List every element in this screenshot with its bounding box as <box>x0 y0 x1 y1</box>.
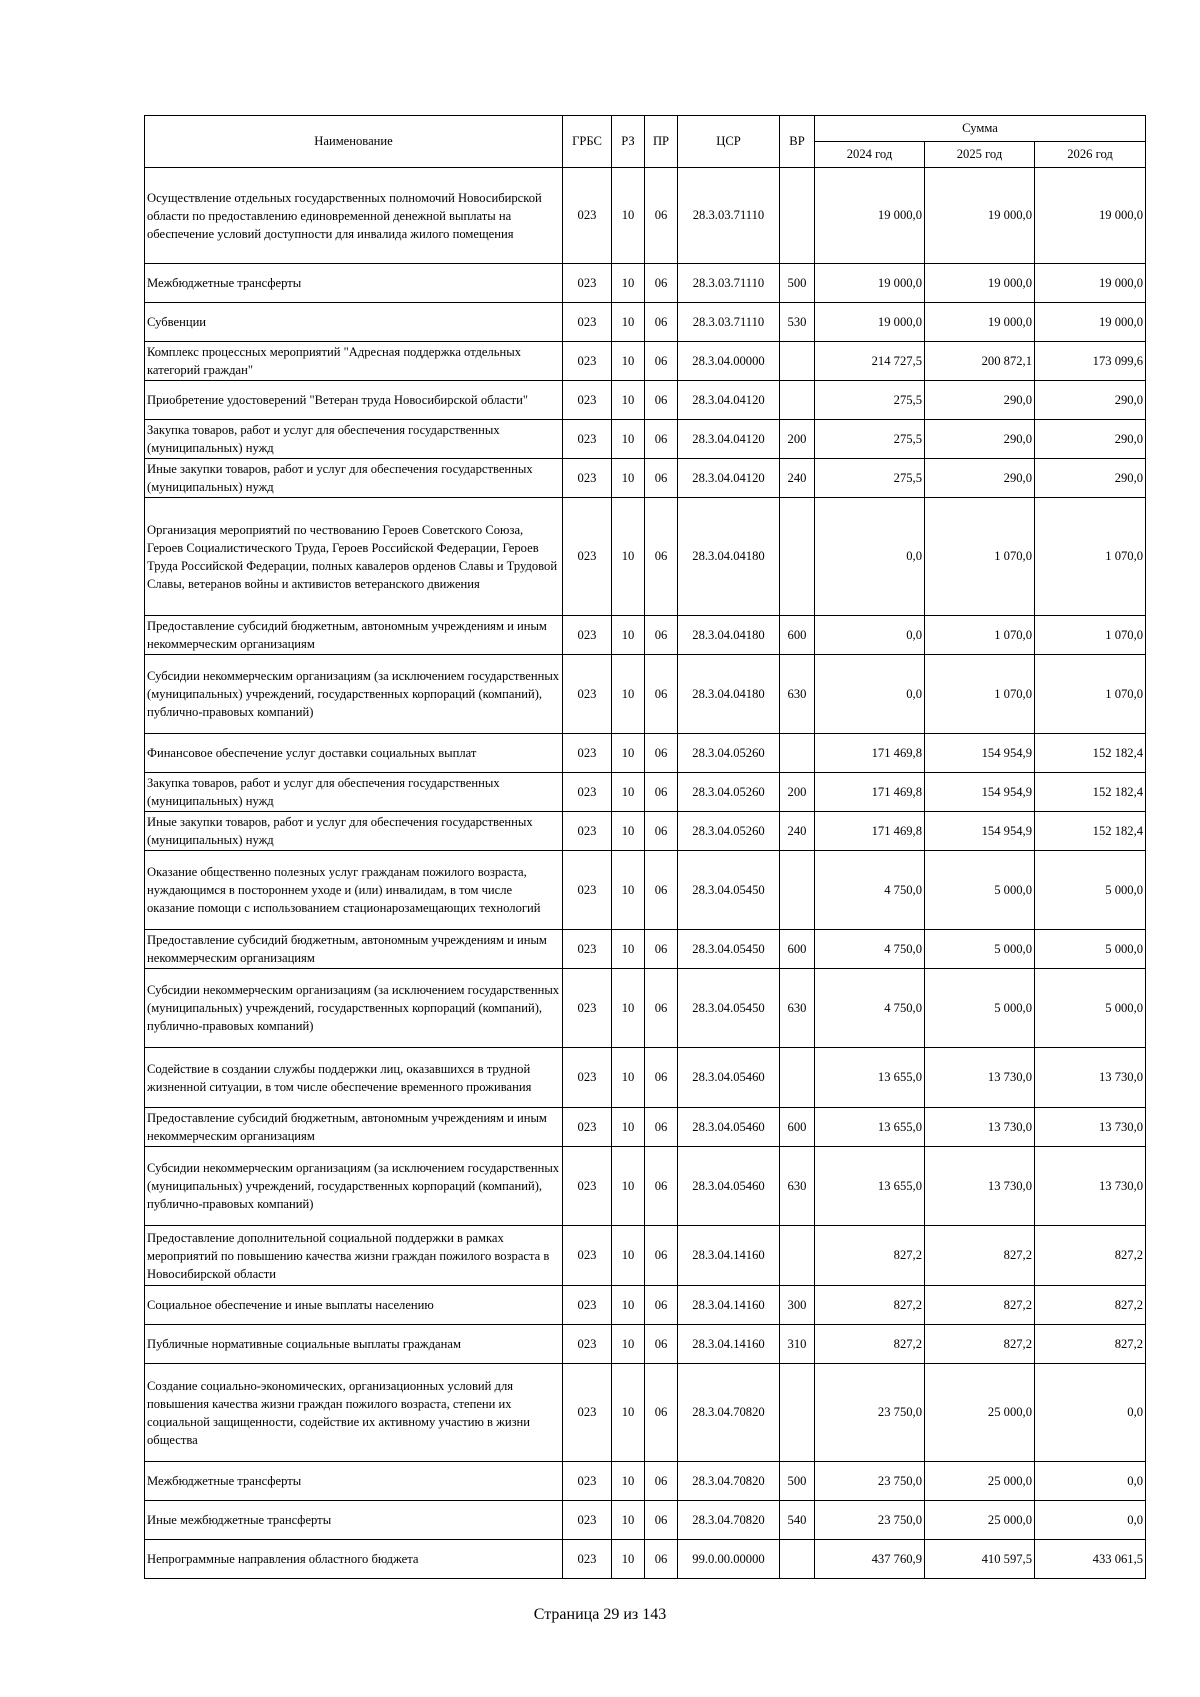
cell-2024: 23 750,0 <box>815 1501 925 1540</box>
table-row <box>145 168 1146 264</box>
cell-2024: 0,0 <box>815 616 925 655</box>
cell-rz: 10 <box>612 655 645 734</box>
cell-vr <box>780 168 815 264</box>
cell-2024: 0,0 <box>815 655 925 734</box>
cell-2024: 171 469,8 <box>815 812 925 851</box>
cell-pr: 06 <box>645 264 678 303</box>
cell-vr: 200 <box>780 773 815 812</box>
table-row <box>145 381 1146 420</box>
cell-csr: 28.3.04.00000 <box>678 342 780 381</box>
cell-vr <box>780 1048 815 1108</box>
cell-2025: 290,0 <box>925 459 1035 498</box>
cell-csr: 28.3.04.04180 <box>678 498 780 616</box>
cell-pr: 06 <box>645 1048 678 1108</box>
cell-rz: 10 <box>612 498 645 616</box>
cell-grbs: 023 <box>563 655 612 734</box>
cell-vr: 500 <box>780 264 815 303</box>
cell-rz: 10 <box>612 303 645 342</box>
cell-2025: 5 000,0 <box>925 851 1035 930</box>
cell-2026: 5 000,0 <box>1035 930 1146 969</box>
cell-name: Иные закупки товаров, работ и услуг для обеспечения государственных (муниципальных) нужд <box>145 812 563 851</box>
table-body <box>145 168 1146 1579</box>
cell-name: Межбюджетные трансферты <box>145 264 563 303</box>
cell-2025: 410 597,5 <box>925 1540 1035 1579</box>
cell-2024: 4 750,0 <box>815 930 925 969</box>
cell-pr: 06 <box>645 734 678 773</box>
table-row <box>145 773 1146 812</box>
cell-grbs: 023 <box>563 1501 612 1540</box>
cell-name: Приобретение удостоверений "Ветеран труда Новосибирской области" <box>145 381 563 420</box>
cell-grbs: 023 <box>563 1147 612 1226</box>
cell-pr: 06 <box>645 1147 678 1226</box>
cell-2024: 13 655,0 <box>815 1048 925 1108</box>
cell-2026: 433 061,5 <box>1035 1540 1146 1579</box>
table-row <box>145 420 1146 459</box>
cell-pr: 06 <box>645 1325 678 1364</box>
cell-2026: 5 000,0 <box>1035 851 1146 930</box>
table-row <box>145 459 1146 498</box>
cell-csr: 28.3.04.04180 <box>678 616 780 655</box>
table-row <box>145 655 1146 734</box>
header-vr: ВР <box>780 116 815 168</box>
cell-name: Предоставление субсидий бюджетным, автономным учреждениям и иным некоммерческим организациям <box>145 1108 563 1147</box>
cell-2025: 200 872,1 <box>925 342 1035 381</box>
cell-vr <box>780 342 815 381</box>
cell-csr: 28.3.04.04180 <box>678 655 780 734</box>
cell-name: Иные межбюджетные трансферты <box>145 1501 563 1540</box>
cell-rz: 10 <box>612 851 645 930</box>
cell-grbs: 023 <box>563 773 612 812</box>
cell-2026: 827,2 <box>1035 1226 1146 1286</box>
cell-rz: 10 <box>612 930 645 969</box>
cell-2025: 19 000,0 <box>925 264 1035 303</box>
cell-grbs: 023 <box>563 734 612 773</box>
header-year-2026: 2026 год <box>1035 142 1146 168</box>
cell-2025: 25 000,0 <box>925 1501 1035 1540</box>
cell-name: Иные закупки товаров, работ и услуг для обеспечения государственных (муниципальных) нужд <box>145 459 563 498</box>
cell-rz: 10 <box>612 1108 645 1147</box>
cell-name: Предоставление субсидий бюджетным, автономным учреждениям и иным некоммерческим организациям <box>145 930 563 969</box>
cell-pr: 06 <box>645 616 678 655</box>
cell-name: Закупка товаров, работ и услуг для обеспечения государственных (муниципальных) нужд <box>145 773 563 812</box>
cell-pr: 06 <box>645 381 678 420</box>
cell-2025: 290,0 <box>925 381 1035 420</box>
header-csr: ЦСР <box>678 116 780 168</box>
cell-name: Закупка товаров, работ и услуг для обеспечения государственных (муниципальных) нужд <box>145 420 563 459</box>
cell-vr <box>780 498 815 616</box>
cell-rz: 10 <box>612 420 645 459</box>
cell-2025: 19 000,0 <box>925 303 1035 342</box>
cell-rz: 10 <box>612 812 645 851</box>
cell-rz: 10 <box>612 342 645 381</box>
cell-rz: 10 <box>612 1462 645 1501</box>
cell-csr: 28.3.04.05450 <box>678 851 780 930</box>
cell-2024: 827,2 <box>815 1226 925 1286</box>
cell-2026: 290,0 <box>1035 420 1146 459</box>
cell-2026: 19 000,0 <box>1035 303 1146 342</box>
cell-2026: 19 000,0 <box>1035 264 1146 303</box>
cell-pr: 06 <box>645 168 678 264</box>
cell-2026: 13 730,0 <box>1035 1147 1146 1226</box>
cell-2025: 827,2 <box>925 1325 1035 1364</box>
cell-grbs: 023 <box>563 342 612 381</box>
cell-csr: 28.3.04.04120 <box>678 420 780 459</box>
cell-2025: 827,2 <box>925 1286 1035 1325</box>
cell-2024: 171 469,8 <box>815 773 925 812</box>
header-year-2024: 2024 год <box>815 142 925 168</box>
cell-name: Создание социально-экономических, организационных условий для повышения качества жизни граждан пожилого возраста, степени их социальной защищенности, содействие их активному участию в жизни общества <box>145 1364 563 1462</box>
cell-csr: 28.3.04.14160 <box>678 1325 780 1364</box>
cell-2026: 827,2 <box>1035 1325 1146 1364</box>
cell-2026: 1 070,0 <box>1035 616 1146 655</box>
cell-2024: 23 750,0 <box>815 1462 925 1501</box>
cell-vr <box>780 734 815 773</box>
cell-vr: 630 <box>780 1147 815 1226</box>
cell-name: Социальное обеспечение и иные выплаты населению <box>145 1286 563 1325</box>
cell-rz: 10 <box>612 1364 645 1462</box>
cell-2024: 437 760,9 <box>815 1540 925 1579</box>
table-row <box>145 1462 1146 1501</box>
cell-vr <box>780 1540 815 1579</box>
cell-pr: 06 <box>645 1540 678 1579</box>
cell-vr: 630 <box>780 969 815 1048</box>
cell-grbs: 023 <box>563 303 612 342</box>
cell-name: Финансовое обеспечение услуг доставки социальных выплат <box>145 734 563 773</box>
cell-rz: 10 <box>612 1501 645 1540</box>
cell-2024: 19 000,0 <box>815 303 925 342</box>
cell-2024: 23 750,0 <box>815 1364 925 1462</box>
cell-vr: 600 <box>780 616 815 655</box>
cell-csr: 28.3.03.71110 <box>678 264 780 303</box>
cell-pr: 06 <box>645 1501 678 1540</box>
cell-csr: 28.3.04.04120 <box>678 381 780 420</box>
cell-2024: 275,5 <box>815 420 925 459</box>
cell-name: Осуществление отдельных государственных полномочий Новосибирской области по предоставлению единовременной денежной выплаты на обеспечение условий доступности для инвалида жилого помещения <box>145 168 563 264</box>
cell-csr: 28.3.04.05260 <box>678 773 780 812</box>
cell-2025: 19 000,0 <box>925 168 1035 264</box>
cell-csr: 28.3.04.04120 <box>678 459 780 498</box>
cell-csr: 28.3.03.71110 <box>678 303 780 342</box>
cell-name: Содействие в создании службы поддержки лиц, оказавшихся в трудной жизненной ситуации, в том числе обеспечение временного проживания <box>145 1048 563 1108</box>
cell-grbs: 023 <box>563 168 612 264</box>
cell-pr: 06 <box>645 459 678 498</box>
cell-pr: 06 <box>645 812 678 851</box>
cell-grbs: 023 <box>563 616 612 655</box>
cell-2024: 13 655,0 <box>815 1108 925 1147</box>
header-name: Наименование <box>145 116 563 168</box>
cell-pr: 06 <box>645 655 678 734</box>
cell-2024: 19 000,0 <box>815 264 925 303</box>
table-row <box>145 264 1146 303</box>
cell-pr: 06 <box>645 930 678 969</box>
cell-vr: 310 <box>780 1325 815 1364</box>
header-sum: Сумма <box>815 116 1146 142</box>
cell-vr: 630 <box>780 655 815 734</box>
cell-2026: 1 070,0 <box>1035 655 1146 734</box>
cell-rz: 10 <box>612 1048 645 1108</box>
cell-vr: 600 <box>780 1108 815 1147</box>
cell-2026: 152 182,4 <box>1035 773 1146 812</box>
table-row <box>145 812 1146 851</box>
cell-2026: 173 099,6 <box>1035 342 1146 381</box>
table-row <box>145 303 1146 342</box>
table-row <box>145 1048 1146 1108</box>
cell-pr: 06 <box>645 1462 678 1501</box>
cell-csr: 28.3.04.05450 <box>678 969 780 1048</box>
cell-name: Межбюджетные трансферты <box>145 1462 563 1501</box>
cell-2024: 171 469,8 <box>815 734 925 773</box>
cell-rz: 10 <box>612 264 645 303</box>
cell-grbs: 023 <box>563 1540 612 1579</box>
table-row <box>145 1286 1146 1325</box>
cell-2026: 19 000,0 <box>1035 168 1146 264</box>
cell-vr: 600 <box>780 930 815 969</box>
cell-grbs: 023 <box>563 812 612 851</box>
cell-pr: 06 <box>645 342 678 381</box>
table-row <box>145 342 1146 381</box>
table-row <box>145 1325 1146 1364</box>
cell-vr <box>780 1364 815 1462</box>
cell-name: Субсидии некоммерческим организациям (за исключением государственных (муниципальных) учреждений, государственных корпораций (компаний), публично-правовых компаний) <box>145 1147 563 1226</box>
page-number: Страница 29 из 143 <box>533 1606 667 1623</box>
cell-name: Организация мероприятий по чествованию Героев Советского Союза, Героев Социалистического Труда, Героев Российской Федерации, Героев Труда Российской Федерации, полных кавалеров орденов Славы и Трудовой Славы, ветеранов войны и активистов ветеранского движения <box>145 498 563 616</box>
cell-csr: 28.3.04.70820 <box>678 1462 780 1501</box>
cell-2026: 152 182,4 <box>1035 812 1146 851</box>
cell-name: Оказание общественно полезных услуг гражданам пожилого возраста, нуждающимся в постороннем уходе и (или) инвалидам, в том числе оказание помощи с использованием стационарозамещающих технологий <box>145 851 563 930</box>
cell-2025: 13 730,0 <box>925 1048 1035 1108</box>
cell-grbs: 023 <box>563 1286 612 1325</box>
header-year-2025: 2025 год <box>925 142 1035 168</box>
cell-grbs: 023 <box>563 420 612 459</box>
cell-2024: 4 750,0 <box>815 851 925 930</box>
cell-name: Субсидии некоммерческим организациям (за исключением государственных (муниципальных) учреждений, государственных корпораций (компаний), публично-правовых компаний) <box>145 969 563 1048</box>
cell-vr: 240 <box>780 812 815 851</box>
cell-pr: 06 <box>645 1364 678 1462</box>
cell-pr: 06 <box>645 851 678 930</box>
cell-pr: 06 <box>645 498 678 616</box>
cell-2025: 25 000,0 <box>925 1364 1035 1462</box>
table-row <box>145 969 1146 1048</box>
table-row <box>145 1501 1146 1540</box>
cell-2026: 1 070,0 <box>1035 498 1146 616</box>
table-row <box>145 1226 1146 1286</box>
cell-rz: 10 <box>612 1147 645 1226</box>
cell-grbs: 023 <box>563 851 612 930</box>
cell-2024: 19 000,0 <box>815 168 925 264</box>
cell-csr: 28.3.04.14160 <box>678 1226 780 1286</box>
cell-2025: 13 730,0 <box>925 1147 1035 1226</box>
cell-pr: 06 <box>645 303 678 342</box>
cell-grbs: 023 <box>563 1462 612 1501</box>
cell-rz: 10 <box>612 616 645 655</box>
cell-2026: 5 000,0 <box>1035 969 1146 1048</box>
cell-2024: 275,5 <box>815 459 925 498</box>
cell-2025: 154 954,9 <box>925 734 1035 773</box>
table-row <box>145 1147 1146 1226</box>
cell-2026: 13 730,0 <box>1035 1108 1146 1147</box>
cell-name: Непрограммные направления областного бюджета <box>145 1540 563 1579</box>
cell-rz: 10 <box>612 773 645 812</box>
cell-vr: 540 <box>780 1501 815 1540</box>
cell-rz: 10 <box>612 734 645 773</box>
cell-grbs: 023 <box>563 1108 612 1147</box>
cell-2024: 827,2 <box>815 1325 925 1364</box>
cell-grbs: 023 <box>563 969 612 1048</box>
cell-2024: 827,2 <box>815 1286 925 1325</box>
cell-2025: 1 070,0 <box>925 655 1035 734</box>
cell-2025: 1 070,0 <box>925 498 1035 616</box>
cell-csr: 28.3.04.14160 <box>678 1286 780 1325</box>
cell-name: Комплекс процессных мероприятий "Адресная поддержка отдельных категорий граждан" <box>145 342 563 381</box>
cell-csr: 28.3.04.70820 <box>678 1364 780 1462</box>
cell-grbs: 023 <box>563 264 612 303</box>
cell-2026: 0,0 <box>1035 1364 1146 1462</box>
cell-2025: 13 730,0 <box>925 1108 1035 1147</box>
cell-grbs: 023 <box>563 1048 612 1108</box>
cell-2026: 290,0 <box>1035 381 1146 420</box>
table-row <box>145 1108 1146 1147</box>
cell-pr: 06 <box>645 969 678 1048</box>
cell-grbs: 023 <box>563 1226 612 1286</box>
table-row <box>145 616 1146 655</box>
table-row <box>145 851 1146 930</box>
cell-vr <box>780 381 815 420</box>
cell-vr: 530 <box>780 303 815 342</box>
cell-2024: 13 655,0 <box>815 1147 925 1226</box>
cell-name: Предоставление субсидий бюджетным, автономным учреждениям и иным некоммерческим организациям <box>145 616 563 655</box>
cell-2025: 154 954,9 <box>925 773 1035 812</box>
cell-2026: 290,0 <box>1035 459 1146 498</box>
cell-grbs: 023 <box>563 381 612 420</box>
cell-2025: 25 000,0 <box>925 1462 1035 1501</box>
cell-name: Субвенции <box>145 303 563 342</box>
cell-2026: 827,2 <box>1035 1286 1146 1325</box>
cell-csr: 28.3.04.70820 <box>678 1501 780 1540</box>
cell-2026: 13 730,0 <box>1035 1048 1146 1108</box>
cell-2025: 1 070,0 <box>925 616 1035 655</box>
cell-grbs: 023 <box>563 1325 612 1364</box>
header-grbs: ГРБС <box>563 116 612 168</box>
cell-2024: 4 750,0 <box>815 969 925 1048</box>
cell-rz: 10 <box>612 1286 645 1325</box>
table-row <box>145 1364 1146 1462</box>
cell-name: Предоставление дополнительной социальной поддержки в рамках мероприятий по повышению качества жизни граждан пожилого возраста в Новосибирской области <box>145 1226 563 1286</box>
cell-name: Публичные нормативные социальные выплаты гражданам <box>145 1325 563 1364</box>
header-pr: ПР <box>645 116 678 168</box>
header-rz: РЗ <box>612 116 645 168</box>
cell-2026: 152 182,4 <box>1035 734 1146 773</box>
cell-2024: 275,5 <box>815 381 925 420</box>
cell-rz: 10 <box>612 1325 645 1364</box>
cell-grbs: 023 <box>563 1364 612 1462</box>
cell-csr: 28.3.04.05260 <box>678 734 780 773</box>
cell-2024: 214 727,5 <box>815 342 925 381</box>
cell-pr: 06 <box>645 1286 678 1325</box>
budget-table <box>144 115 1146 1579</box>
cell-csr: 28.3.04.05460 <box>678 1108 780 1147</box>
cell-csr: 28.3.04.05260 <box>678 812 780 851</box>
cell-vr: 500 <box>780 1462 815 1501</box>
cell-2025: 5 000,0 <box>925 969 1035 1048</box>
cell-pr: 06 <box>645 1226 678 1286</box>
cell-rz: 10 <box>612 969 645 1048</box>
cell-2026: 0,0 <box>1035 1501 1146 1540</box>
cell-rz: 10 <box>612 1540 645 1579</box>
cell-rz: 10 <box>612 459 645 498</box>
table-row <box>145 498 1146 616</box>
cell-grbs: 023 <box>563 498 612 616</box>
cell-pr: 06 <box>645 1108 678 1147</box>
table-row <box>145 1540 1146 1579</box>
cell-csr: 28.3.04.05460 <box>678 1048 780 1108</box>
cell-grbs: 023 <box>563 459 612 498</box>
cell-pr: 06 <box>645 773 678 812</box>
cell-2025: 5 000,0 <box>925 930 1035 969</box>
cell-rz: 10 <box>612 381 645 420</box>
cell-2025: 290,0 <box>925 420 1035 459</box>
cell-csr: 28.3.04.05460 <box>678 1147 780 1226</box>
cell-name: Субсидии некоммерческим организациям (за исключением государственных (муниципальных) учреждений, государственных корпораций (компаний), публично-правовых компаний) <box>145 655 563 734</box>
cell-vr: 300 <box>780 1286 815 1325</box>
table-row <box>145 734 1146 773</box>
cell-2025: 827,2 <box>925 1226 1035 1286</box>
cell-pr: 06 <box>645 420 678 459</box>
cell-2024: 0,0 <box>815 498 925 616</box>
cell-grbs: 023 <box>563 930 612 969</box>
cell-2026: 0,0 <box>1035 1462 1146 1501</box>
cell-rz: 10 <box>612 168 645 264</box>
cell-rz: 10 <box>612 1226 645 1286</box>
table-row <box>145 930 1146 969</box>
cell-2025: 154 954,9 <box>925 812 1035 851</box>
table-header <box>145 116 1146 168</box>
cell-vr: 240 <box>780 459 815 498</box>
cell-csr: 28.3.03.71110 <box>678 168 780 264</box>
cell-vr <box>780 851 815 930</box>
cell-vr <box>780 1226 815 1286</box>
cell-csr: 28.3.04.05450 <box>678 930 780 969</box>
cell-csr: 99.0.00.00000 <box>678 1540 780 1579</box>
cell-vr: 200 <box>780 420 815 459</box>
